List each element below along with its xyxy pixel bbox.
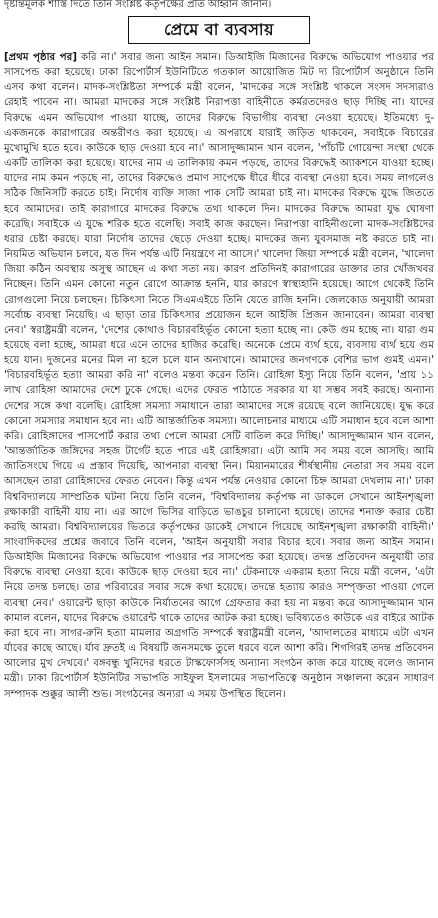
headline-text: প্রেমে বা ব্যবসায় bbox=[163, 19, 275, 39]
article-paragraph bbox=[4, 50, 434, 702]
article-headline bbox=[128, 16, 310, 44]
previous-article-fragment: দৃষ্টান্তমূলক শাস্তি দিতে তিনি সংশ্লিষ্ট কর্তৃপক্ষের প্রতি আহ্বান জানান। bbox=[4, 0, 272, 10]
article-text: করি না।' সবার জন্য আইন সমান। ডিআইজি মিজানের বিরুদ্ধে অভিযোগ পাওয়ার পর সাসপেন্ড করা হয়েছে। ঢাকা রিপোর্টার্স ইউনিটিতে গতকাল আয়োজিত মিট দ্য রিপোর্টার্স অনুষ্ঠানে তিনি এসব কথা বলেন। মাদক-সংশ্লিষ্টতা সম্পর্কে মন্ত্রী বলেন, 'মাদকের সঙ্গে সংশ্লিষ্ট থাকলে সংসদ সদস্যরাও রেহাই পাবেন না। আমরা মাদকের সঙ্গে সংশ্লিষ্ট নিরাপত্তা বাহিনীতে কর্মরতদেরও ছাড় দিচ্ছি না। যাদের বিরুদ্ধে এমন অভিযোগ পাওয়া যাচ্ছে, তাদের বিরুদ্ধে বিভাগীয় ব্যবস্থা নেওয়া হয়েছে। ইতিমধ্যে দু-একজনকে কারাগারের অন্তরীণও করা হয়েছে। এ অপরাধে যারাই জড়িত থাকবেন, সবাইকে বিচারের মুখোমুখি হতে হবে। কাউকে ছাড় দেওয়া হবে না।' আসাদুজ্জামান খান বলেন, 'পাঁচটি গোয়েন্দা সংস্থা থেকে একটি তালিকা করা হয়েছে। যাদের নাম এ তালিকায় কমন পড়ছে, তাদের বিরুদ্ধেই অ্যাকশনে যাওয়া হচ্ছে। যাদের নাম কমন পড়ছে না, তাদের বিরুদ্ধেও প্রমাণ সাপেক্ষে ধীরে ধীরে ব্যবস্থা নেওয়া হবে। সময় লাগলেও সঠিক জিনিসটি করতে চাই। নির্দোষ ব্যক্তি সাজা পাক সেটি আমরা চাই না। মাদকের বিরুদ্ধে যুদ্ধে জিততে হবে আমাদের। তাই কারাগারে মাদকের বিরুদ্ধে তথ্য থাকলে দিন। মাদকের বিরুদ্ধে আমরা যুদ্ধ ঘোষণা করেছি। সবাইকে এ যুদ্ধে শরিক হতে বলেছি। সবাই কাজ করছেন। নিরাপত্তা বাহিনীগুলো মাদক-সংশ্লিষ্টদের ধরার চেষ্টা করছে। যারা নির্দোষ তাদের ছেড়ে দেওয়া হচ্ছে। মাদকের জন্য যুবসমাজ নষ্ট করতে চাই না। নিয়মিত অভিযান চলবে, যত দিন পর্যন্ত এটি নিয়ন্ত্রণে না আসে।' খালেদা জিয়া সম্পর্কে মন্ত্রী বলেন, 'খালেদা জিয়া কঠিন অবস্থায় অসুস্থ আছেন এ কথা সত্য নয়। কারণ প্রতিদিনই কারাগারের ডাক্তার তার খোঁজখবর নিচ্ছেন। তিনি এমন কোনো নতুন রোগে আক্রান্ত হননি, যার কারণে স্বাস্থ্যহানি হয়েছে। আগে থেকেই তিনি রোগগুলো নিয়ে চলছেন। চিকিৎসা নিতে সিএমএইচে তিনি যেতে রাজি হননি। জেলকোড অনুযায়ী আমরা সর্বোচ্চ ব্যবস্থা নিয়েছি। এ ছাড়া তার চিকিৎসার প্রয়োজন হলে আইজি প্রিজন জানাবেন। আমরা ব্যবস্থা নেব।' স্বরাষ্ট্রমন্ত্রী বলেন, 'দেশের কোথাও বিচারবহির্ভূত কোনো হত্যা হচ্ছে না। কেউ গুম হচ্ছে না। যারা গুম হয়েছে বলা হচ্ছে, আমরা ধরে এনে তাদের হাজির করেছি। অনেকে প্রেমে ব্যর্থ হয়ে, ব্যবসায় ব্যর্থ হয়ে গুম হয়ে যান। দুজনের মনের মিল না হলে চলে যান অন্যখানে। আমাদের জনগণকে বেশির ভাগ গুমই এমন।' 'বিচারবহির্ভূত হত্যা আমরা করি না' বলেও মন্তব্য করেন তিনি। রোহিঙ্গা ইস্যু নিয়ে তিনি বলেন, 'প্রায় ১১ লাখ রোহিঙ্গা আমাদের দেশে ঢুকে গেছে। এদের ফেরত পাঠাতে সরকার যা যা সম্ভব সবই করছে। অন্যান্য দেশের সঙ্গে কথা বলেছি। রোহিঙ্গা সমস্যা সমাধানে তারা আমাদের সঙ্গে রয়েছে বলে জানিয়েছে। যুদ্ধ করে কোনো সমস্যার সমাধান হবে না। এটি আন্তর্জাতিক সমস্যা। আলোচনার মাধ্যমে এটি সমাধান হবে বলে আশা করি। রোহিঙ্গাদের পাসপোর্ট করার তথ্য পেলে আমরা সেটি বাতিল করে দিচ্ছি।' আসাদুজ্জামান খান বলেন, 'আন্তর্জাতিক জঙ্গিদের সহজ টার্গেট হতে পারে এই রোহিঙ্গারা। এটা আমি সব সময় বলে আসছি। আমি জাতিসংঘে গিয়ে এ প্রস্তাব দিয়েছি, আপনারা ব্যবস্থা নিন। মিয়ানমারের শীর্ষস্থানীয় নেতারা সব সময় বলে আসছেন তারা রোহিঙ্গাদের ফেরত নেবেন। কিন্তু এখন পর্যন্ত নেওয়ার কোনো চিহ্ন আমরা দেখলাম না।' ঢাকা বিশ্ববিদ্যালয়ে সাম্প্রতিক ঘটনা নিয়ে তিনি বলেন, 'বিশ্ববিদ্যালয় কর্তৃপক্ষ না ডাকলে সেখানে আইনশৃঙ্খলা রক্ষাকারী বাহিনী যায় না। এর আগে ভিসির বাড়িতে ভাঙচুর চালানো হয়েছে। তাদের শনাক্ত করার চেষ্টা করছি আমরা। বিশ্ববিদ্যালয়ের ভিতরে কর্তৃপক্ষের ডাকেই সেখানে গিয়েছে আইনশৃঙ্খলা রক্ষাকারী বাহিনী।' সাংবাদিকদের প্রশ্নের জবাবে তিনি বলেন, 'আইন অনুযায়ী সবার বিচার হবে। সবার জন্য আইন সমান। ডিআইজি মিজানের বিরুদ্ধে অভিযোগ পাওয়ার পর সাসপেন্ড করা হয়েছে। তদন্ত প্রতিবেদন অনুযায়ী তার বিরুদ্ধে ব্যবস্থা নেওয়া হবে। কাউকে ছাড় দেওয়া হবে না।' টেকনাফে একরাম হত্যা নিয়ে মন্ত্রী বলেন, 'এটা নিয়ে তদন্ত চলছে। তার পরিবারের সবার সঙ্গে কথা হয়েছে। তদন্তে হত্যায় কারও সম্পৃক্ততা পাওয়া গেলে ব্যবস্থা নেব।' ওয়ারেন্ট ছাড়া কাউকে নির্যাতনের আগে গ্রেফতার করা হয় না মন্তব্য করে আসাদুজ্জামান খান কামাল বলেন, যাদের বিরুদ্ধে ওয়ারেন্ট থাকে তাদের আটক করা হচ্ছে। ভবিষ্যতেও কাউকে এর বাইরে আটক করা হবে না। সাগর-রুনি হত্যা মামলার অগ্রগতি সম্পর্কে স্বরাষ্ট্রমন্ত্রী বলেন, 'আদালতের মাধ্যমে এটা এখন র্যাবের কাছে আছে। র্যাব দ্রুতই এ বিষয়টি জনসমক্ষে তুলে ধরবে বলে আশা করি। শিগগিরই তদন্ত প্রতিবেদন আলোর মুখ দেখবে।' বঙ্গবন্ধু খুনিদের ধরতে টাস্কফোর্সসহ অন্যান্য সংগঠন কাজ করে যাচ্ছে বলেও জানান মন্ত্রী। ঢাকা রিপোর্টার্স ইউনিটির সভাপতি সাইফুল ইসলামের সভাপতিত্বে অনুষ্ঠান সঞ্চালনা করেন সাধারণ সম্পাদক শুক্কুর আলী শুভ। সংগঠনের অন্যরা এ সময় উপস্থিত ছিলেন। bbox=[4, 52, 434, 700]
article-body bbox=[4, 50, 434, 912]
continuation-label: [প্রথম পৃষ্ঠার পর] bbox=[4, 52, 77, 63]
